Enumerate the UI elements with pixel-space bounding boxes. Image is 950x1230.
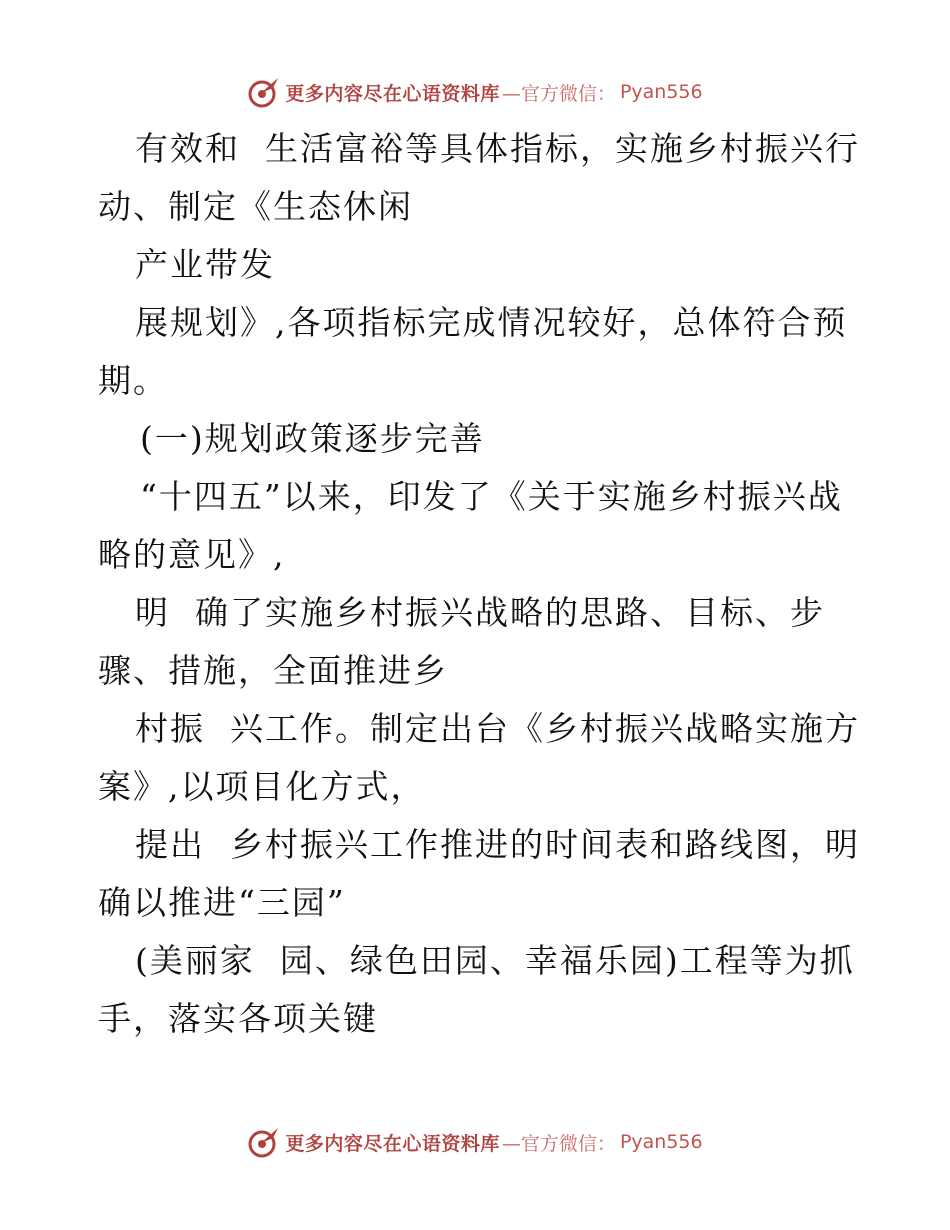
paragraph-1-line-1: 有效和 生活富裕等具体指标，实施乡村振兴行 bbox=[135, 129, 860, 168]
paragraph-7-line-1: 村振 兴工作。制定出台《乡村振兴战略实施方 bbox=[135, 709, 860, 748]
paragraph-6-line-2: 骤、措施，全面推进乡 bbox=[98, 651, 448, 690]
paragraph-5-line-2: 略的意见》, bbox=[98, 535, 286, 574]
watermark-wechat-id: Pyan556 bbox=[619, 81, 703, 103]
quill-logo-icon bbox=[247, 1125, 281, 1159]
document-body bbox=[98, 120, 858, 1048]
paragraph-2-line-1: 产业带发 bbox=[135, 245, 275, 284]
paragraph-8-line-1: 提出 乡村振兴工作推进的时间表和路线图，明 bbox=[135, 825, 860, 864]
paragraph-3-line-2: 期。 bbox=[98, 361, 168, 400]
paragraph-3-line-1: 展规划》,各项指标完成情况较好，总体符合预 bbox=[135, 303, 848, 342]
watermark-header bbox=[0, 72, 950, 112]
watermark-footer bbox=[0, 1122, 950, 1162]
watermark-title: 更多内容尽在心语资料库 bbox=[285, 1132, 500, 1155]
section-heading: (一)规划政策逐步完善 bbox=[140, 419, 485, 458]
paragraph-1-line-2: 动、制定《生态休闲 bbox=[98, 187, 413, 226]
paragraph-9-line-1: (美丽家 园、绿色田园、幸福乐园)工程等为抓 bbox=[135, 941, 855, 980]
watermark-label: —官方微信： bbox=[501, 82, 616, 105]
paragraph-7-line-2: 案》,以项目化方式， bbox=[98, 767, 426, 806]
paragraph-5-line-1: “十四五”以来，印发了《关于实施乡村振兴战 bbox=[140, 477, 843, 516]
watermark-label: —官方微信： bbox=[501, 1132, 616, 1155]
paragraph-8-line-2: 确以推进“三园” bbox=[98, 883, 346, 922]
quill-logo-icon bbox=[247, 75, 281, 109]
watermark-title: 更多内容尽在心语资料库 bbox=[285, 82, 500, 105]
paragraph-6-line-1: 明 确了实施乡村振兴战略的思路、目标、步 bbox=[135, 593, 825, 632]
watermark-wechat-id: Pyan556 bbox=[619, 1131, 703, 1153]
paragraph-9-line-2: 手，落实各项关键 bbox=[98, 999, 378, 1038]
